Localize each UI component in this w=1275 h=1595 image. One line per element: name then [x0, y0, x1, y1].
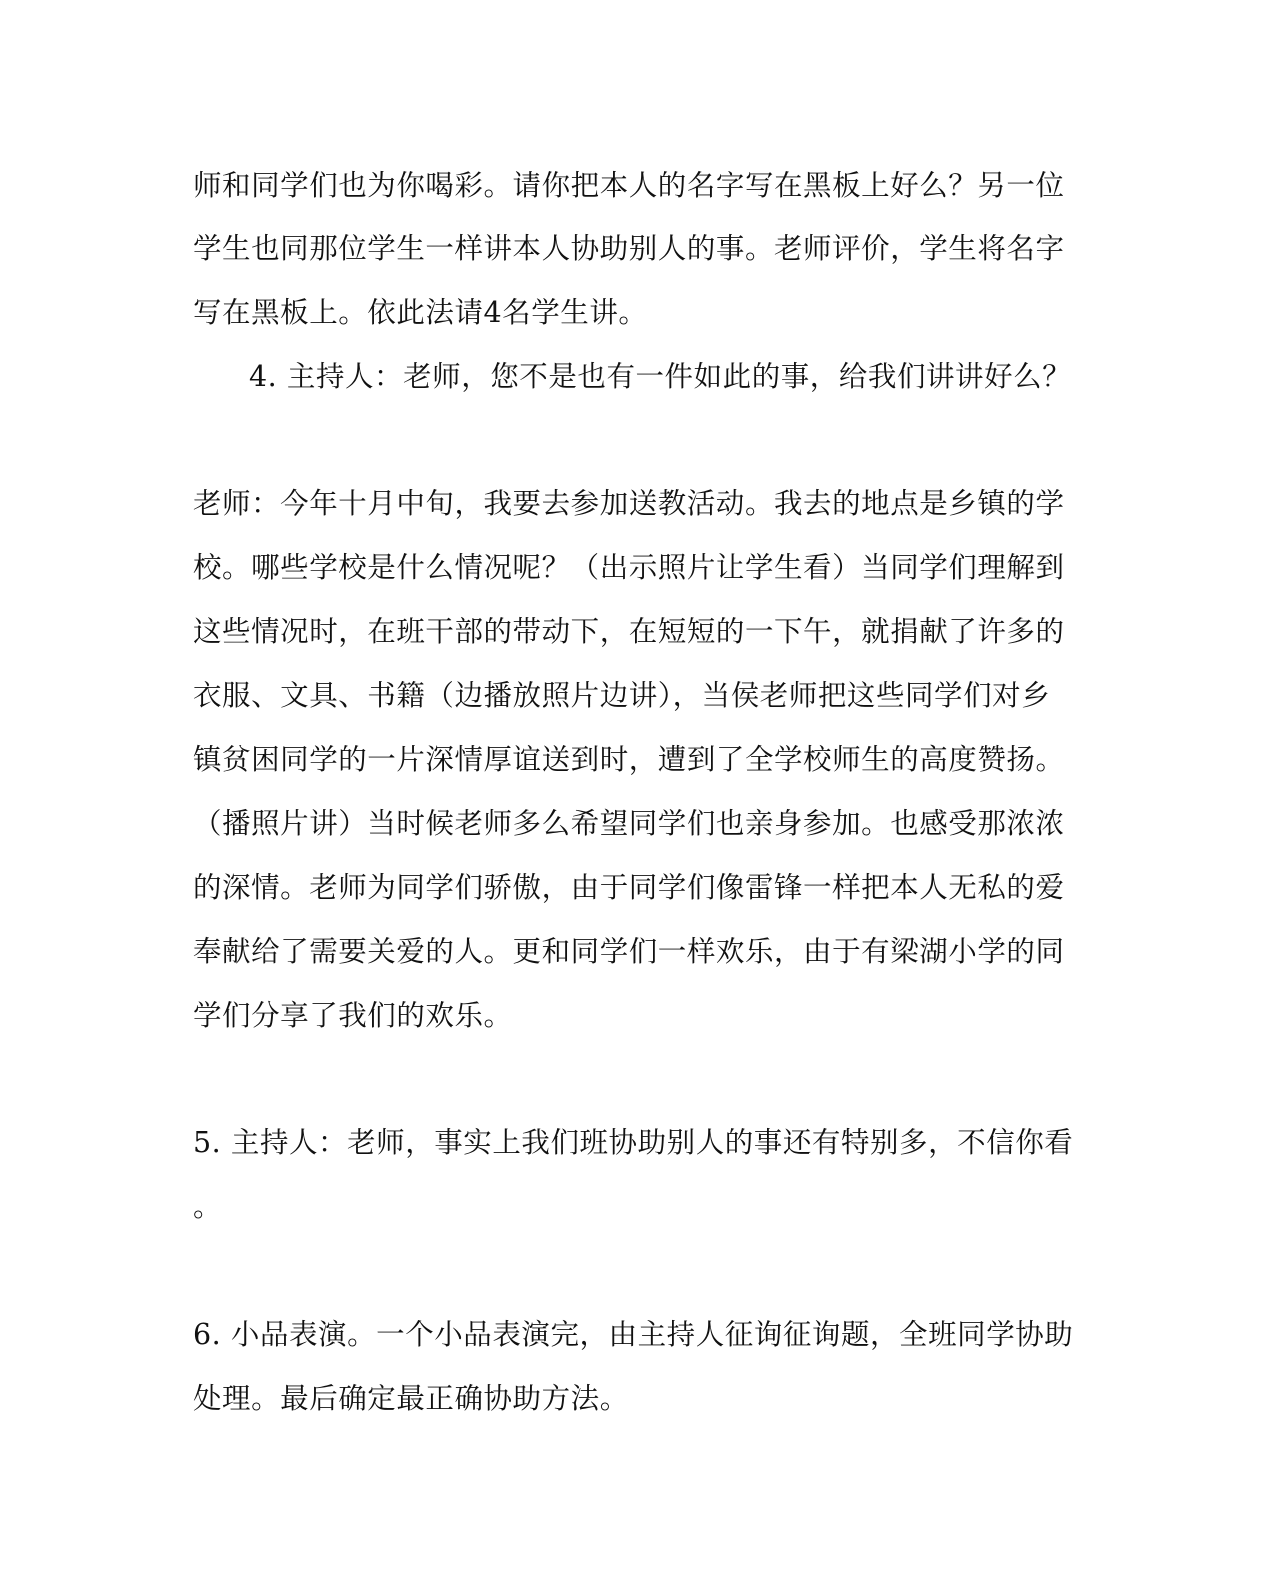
- paragraph-line-12: 奉献给了需要关爱的人。更和同学们一样欢乐，由于有梁湖小学的同: [193, 935, 1065, 968]
- paragraph-line-5: 老师：今年十月中旬，我要去参加送教活动。我去的地点是乡镇的学: [193, 487, 1065, 520]
- paragraph-line-10: （播照片讲）当时候老师多么希望同学们也亲身参加。也感受那浓浓: [193, 807, 1065, 840]
- paragraph-line-8: 衣服、文具、书籍（边播放照片边讲），当侯老师把这些同学们对乡: [193, 679, 1051, 712]
- paragraph-line-13: 学们分享了我们的欢乐。: [193, 999, 513, 1032]
- paragraph-line-2: 学生也同那位学生一样讲本人协助别人的事。老师评价，学生将名字: [193, 232, 1065, 265]
- paragraph-line-16: 6. 小品表演。一个小品表演完，由主持人征询征询题，全班同学协助: [193, 1318, 1074, 1351]
- paragraph-line-11: 的深情。老师为同学们骄傲，由于同学们像雷锋一样把本人无私的爱: [193, 871, 1065, 904]
- paragraph-line-1: 师和同学们也为你喝彩。请你把本人的名字写在黑板上好么？另一位: [193, 169, 1065, 202]
- paragraph-line-7: 这些情况时，在班干部的带动下，在短短的一下午，就捐献了许多的: [193, 615, 1065, 648]
- paragraph-line-17: 处理。最后确定最正确协助方法。: [193, 1382, 629, 1415]
- paragraph-line-3: 写在黑板上。依此法请4名学生讲。: [193, 296, 648, 329]
- paragraph-line-9: 镇贫困同学的一片深情厚谊送到时，遭到了全学校师生的高度赞扬。: [193, 743, 1065, 776]
- paragraph-line-4: 4. 主持人：老师，您不是也有一件如此的事，给我们讲讲好么？: [249, 360, 1072, 393]
- paragraph-line-15: 。: [193, 1190, 223, 1223]
- paragraph-line-14: 5. 主持人：老师，事实上我们班协助别人的事还有特别多，不信你看: [193, 1126, 1074, 1159]
- paragraph-line-6: 校。哪些学校是什么情况呢？（出示照片让学生看）当同学们理解到: [193, 551, 1065, 584]
